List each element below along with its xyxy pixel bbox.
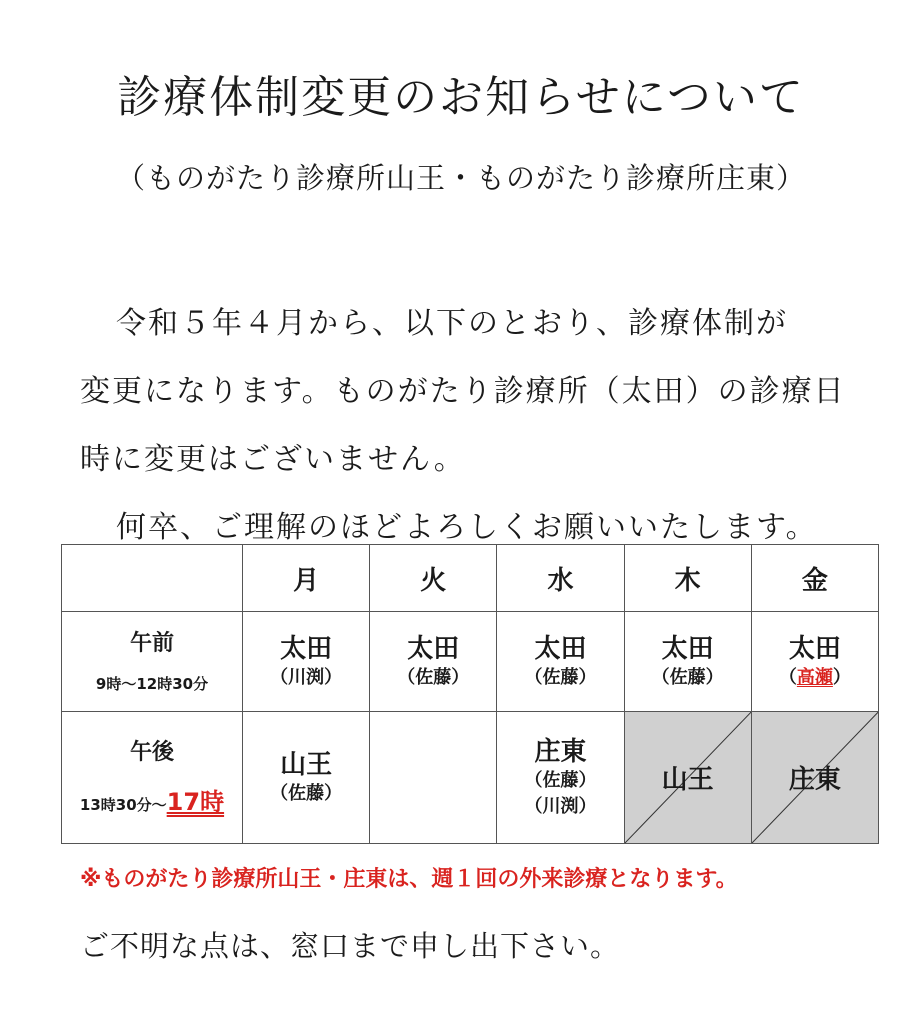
pm-cell-mon [243, 712, 370, 844]
body-line-1: 令和５年４月から、以下のとおり、診療体制が [116, 306, 788, 341]
am-label: 午前 [129, 631, 174, 656]
pm-label-cell [62, 712, 243, 844]
am-label-cell [62, 612, 243, 712]
page-subtitle: （ものがたり診療所山王・ものがたり診療所庄東） [115, 161, 806, 195]
schedule-table [61, 544, 879, 844]
am-cell-wed [497, 612, 624, 712]
doctor-changed-name: 高瀬 [796, 666, 833, 688]
slot-doctor-2: （川渕） [524, 795, 597, 817]
body-line-4: 何卒、ご理解のほどよろしくお願いいたします。 [116, 510, 818, 545]
closing-text: ご不明な点は、窓口まで申し出下さい。 [80, 929, 621, 963]
pm-time-end-changed: 17時 [166, 788, 225, 816]
slot-doctor: （佐藤） [651, 666, 724, 688]
pm-cell-wed [497, 712, 624, 844]
pm-cell-tue [370, 712, 497, 844]
pm-cell-fri-closed [751, 712, 878, 844]
slot-clinic: 太田 [661, 633, 714, 664]
body-line-2: 変更になります。ものがたり診療所（太田）の診療日 [80, 374, 846, 409]
slot-doctor: （佐藤） [270, 782, 343, 804]
schedule-header-row [62, 545, 879, 612]
slot-doctor: （佐藤） [397, 666, 470, 688]
doctor-paren-open: （ [778, 666, 797, 688]
notice-text: ※ものがたり診療所山王・庄東は、週１回の外来診療となります。 [80, 867, 738, 892]
closed-clinic-label: 山王 [661, 765, 714, 795]
slot-doctor: （佐藤） [524, 769, 597, 791]
pm-label: 午後 [129, 740, 174, 765]
slot-doctor: （佐藤） [524, 666, 597, 688]
header-corner-cell [62, 545, 243, 612]
am-cell-fri [751, 612, 878, 712]
page-title: 診療体制変更のお知らせについて [117, 72, 805, 123]
slot-clinic: 太田 [534, 633, 587, 664]
pm-time [62, 782, 242, 817]
slot-clinic: 太田 [407, 633, 460, 664]
slot-clinic: 庄東 [534, 736, 587, 767]
day-header-thu: 木 [624, 545, 751, 612]
slot-doctor: （川渕） [270, 666, 343, 688]
am-cell-thu [624, 612, 751, 712]
day-header-fri: 金 [751, 545, 878, 612]
am-cell-mon [243, 612, 370, 712]
announcement-body [80, 290, 880, 562]
slot-doctor [752, 665, 878, 691]
am-time: 9時〜12時30分 [95, 675, 209, 693]
day-header-wed: 水 [497, 545, 624, 612]
body-line-3: 時に変更はございません。 [80, 442, 466, 477]
pm-cell-thu-closed [624, 712, 751, 844]
day-header-mon: 月 [243, 545, 370, 612]
slot-clinic: 太田 [280, 633, 333, 664]
doctor-paren-close: ） [832, 666, 851, 688]
am-cell-tue [370, 612, 497, 712]
schedule-am-row [62, 612, 879, 712]
day-header-tue: 火 [370, 545, 497, 612]
pm-time-start: 13時30分〜 [79, 796, 167, 814]
closed-clinic-label: 庄東 [788, 765, 841, 795]
schedule-pm-row [62, 712, 879, 844]
slot-clinic: 太田 [788, 633, 841, 664]
slot-clinic: 山王 [280, 749, 333, 780]
